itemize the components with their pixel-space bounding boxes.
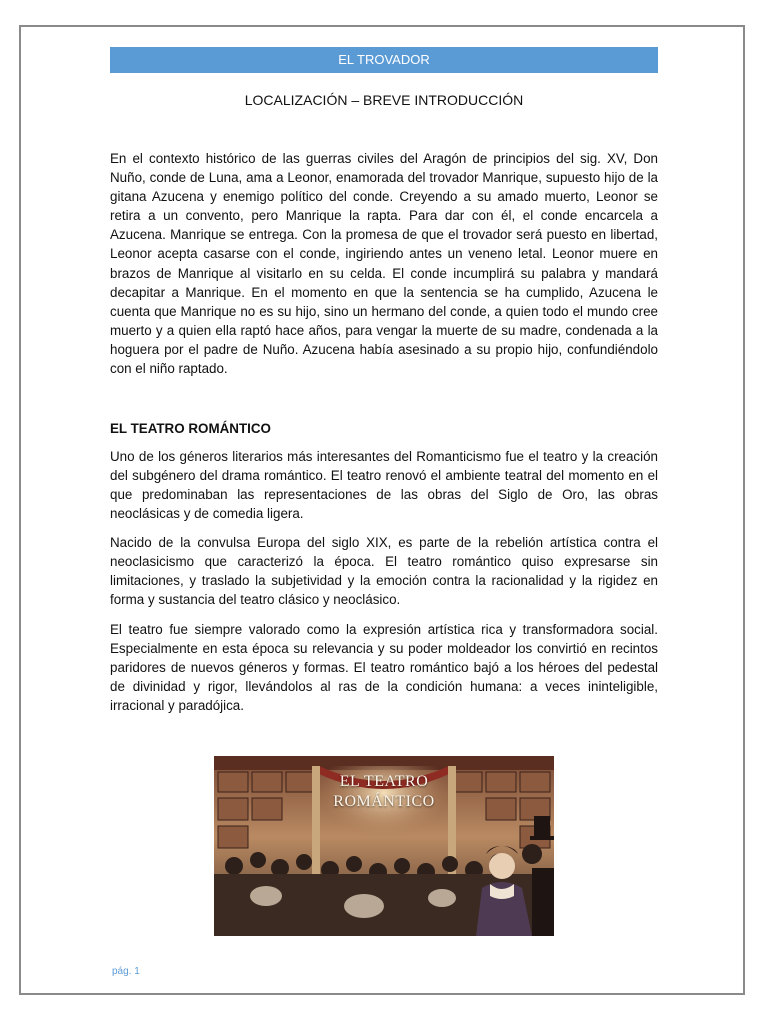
page-title: LOCALIZACIÓN – BREVE INTRODUCCIÓN [244,92,524,108]
page-number: pág. 1 [112,966,140,977]
illustration-title [214,772,554,812]
section-heading: EL TEATRO ROMÁNTICO [110,421,271,436]
intro-paragraph: En el contexto histórico de las guerras civiles del Aragón de principios del sig. XV, Don Nuño, conde de Luna, ama a Leonor, enamorada del trovador Manrique, supuesto hijo de la gitana Azucena y enemigo político del conde. Creyendo a su amado muerto, Leonor se retira a un convento, pero Manrique la rapta. Para dar con él, el conde encarcela a Azucena. Manrique se entrega. Con la promesa de que el trovador será puesto en libertad, Leonor acepta casarse con el conde, ingiriendo antes un veneno letal. Leonor muere en brazos de Manrique al visitarlo en su celda. El conde incumplirá su palabra y mandará decapitar a Manrique. En el momento en que la sentencia se ha cumplido, Azucena le cuenta que Manrique no es su hijo, sino un hermano del conde, a quien todo el mundo cree muerto y a quien ella raptó hace años, para vengar la muerte de su madre, condenada a la hoguera por el padre de Nuño. Azucena había asesinado a su propio hijo, confundiéndolo con el niño raptado. [110,151,658,377]
illustration-title-line-2: ROMÁNTICO [333,793,435,810]
section-paragraph-2: Nacido de la convulsa Europa del siglo XIX, es parte de la rebelión artística contra el neoclasicismo que caracterizó la época. El teatro romántico quiso expresarse sin limitaciones, y traslado la subjetividad y la emoción contra la racionalidad y la rigidez en forma y sustancia del teatro clásico y neoclásico. [110,535,658,608]
document-header-bar: EL TROVADOR [110,47,658,73]
section-paragraph-1: Uno de los géneros literarios más interesantes del Romanticismo fue el teatro y la creación del subgénero del drama romántico. El teatro renovó el ambiente teatral del momento en el que predominaban las representaciones de las obras del Siglo de Oro, las obras neoclásicas y de comedia ligera. [110,449,658,522]
romantic-theatre-illustration [214,756,554,936]
illustration-title-line-1: EL TEATRO [339,773,429,790]
section-paragraph-3: El teatro fue siempre valorado como la expresión artística rica y transformadora social. Especialmente en esta época su relevancia y su poder moldeador los convirtió en recintos paridores de nuevos géneros y formas. El teatro romántico bajó a los héroes del pedestal de divinidad y rigor, llevándolos al ras de la condición humana: a veces ininteligible, irracional y paradójica. [110,622,658,714]
